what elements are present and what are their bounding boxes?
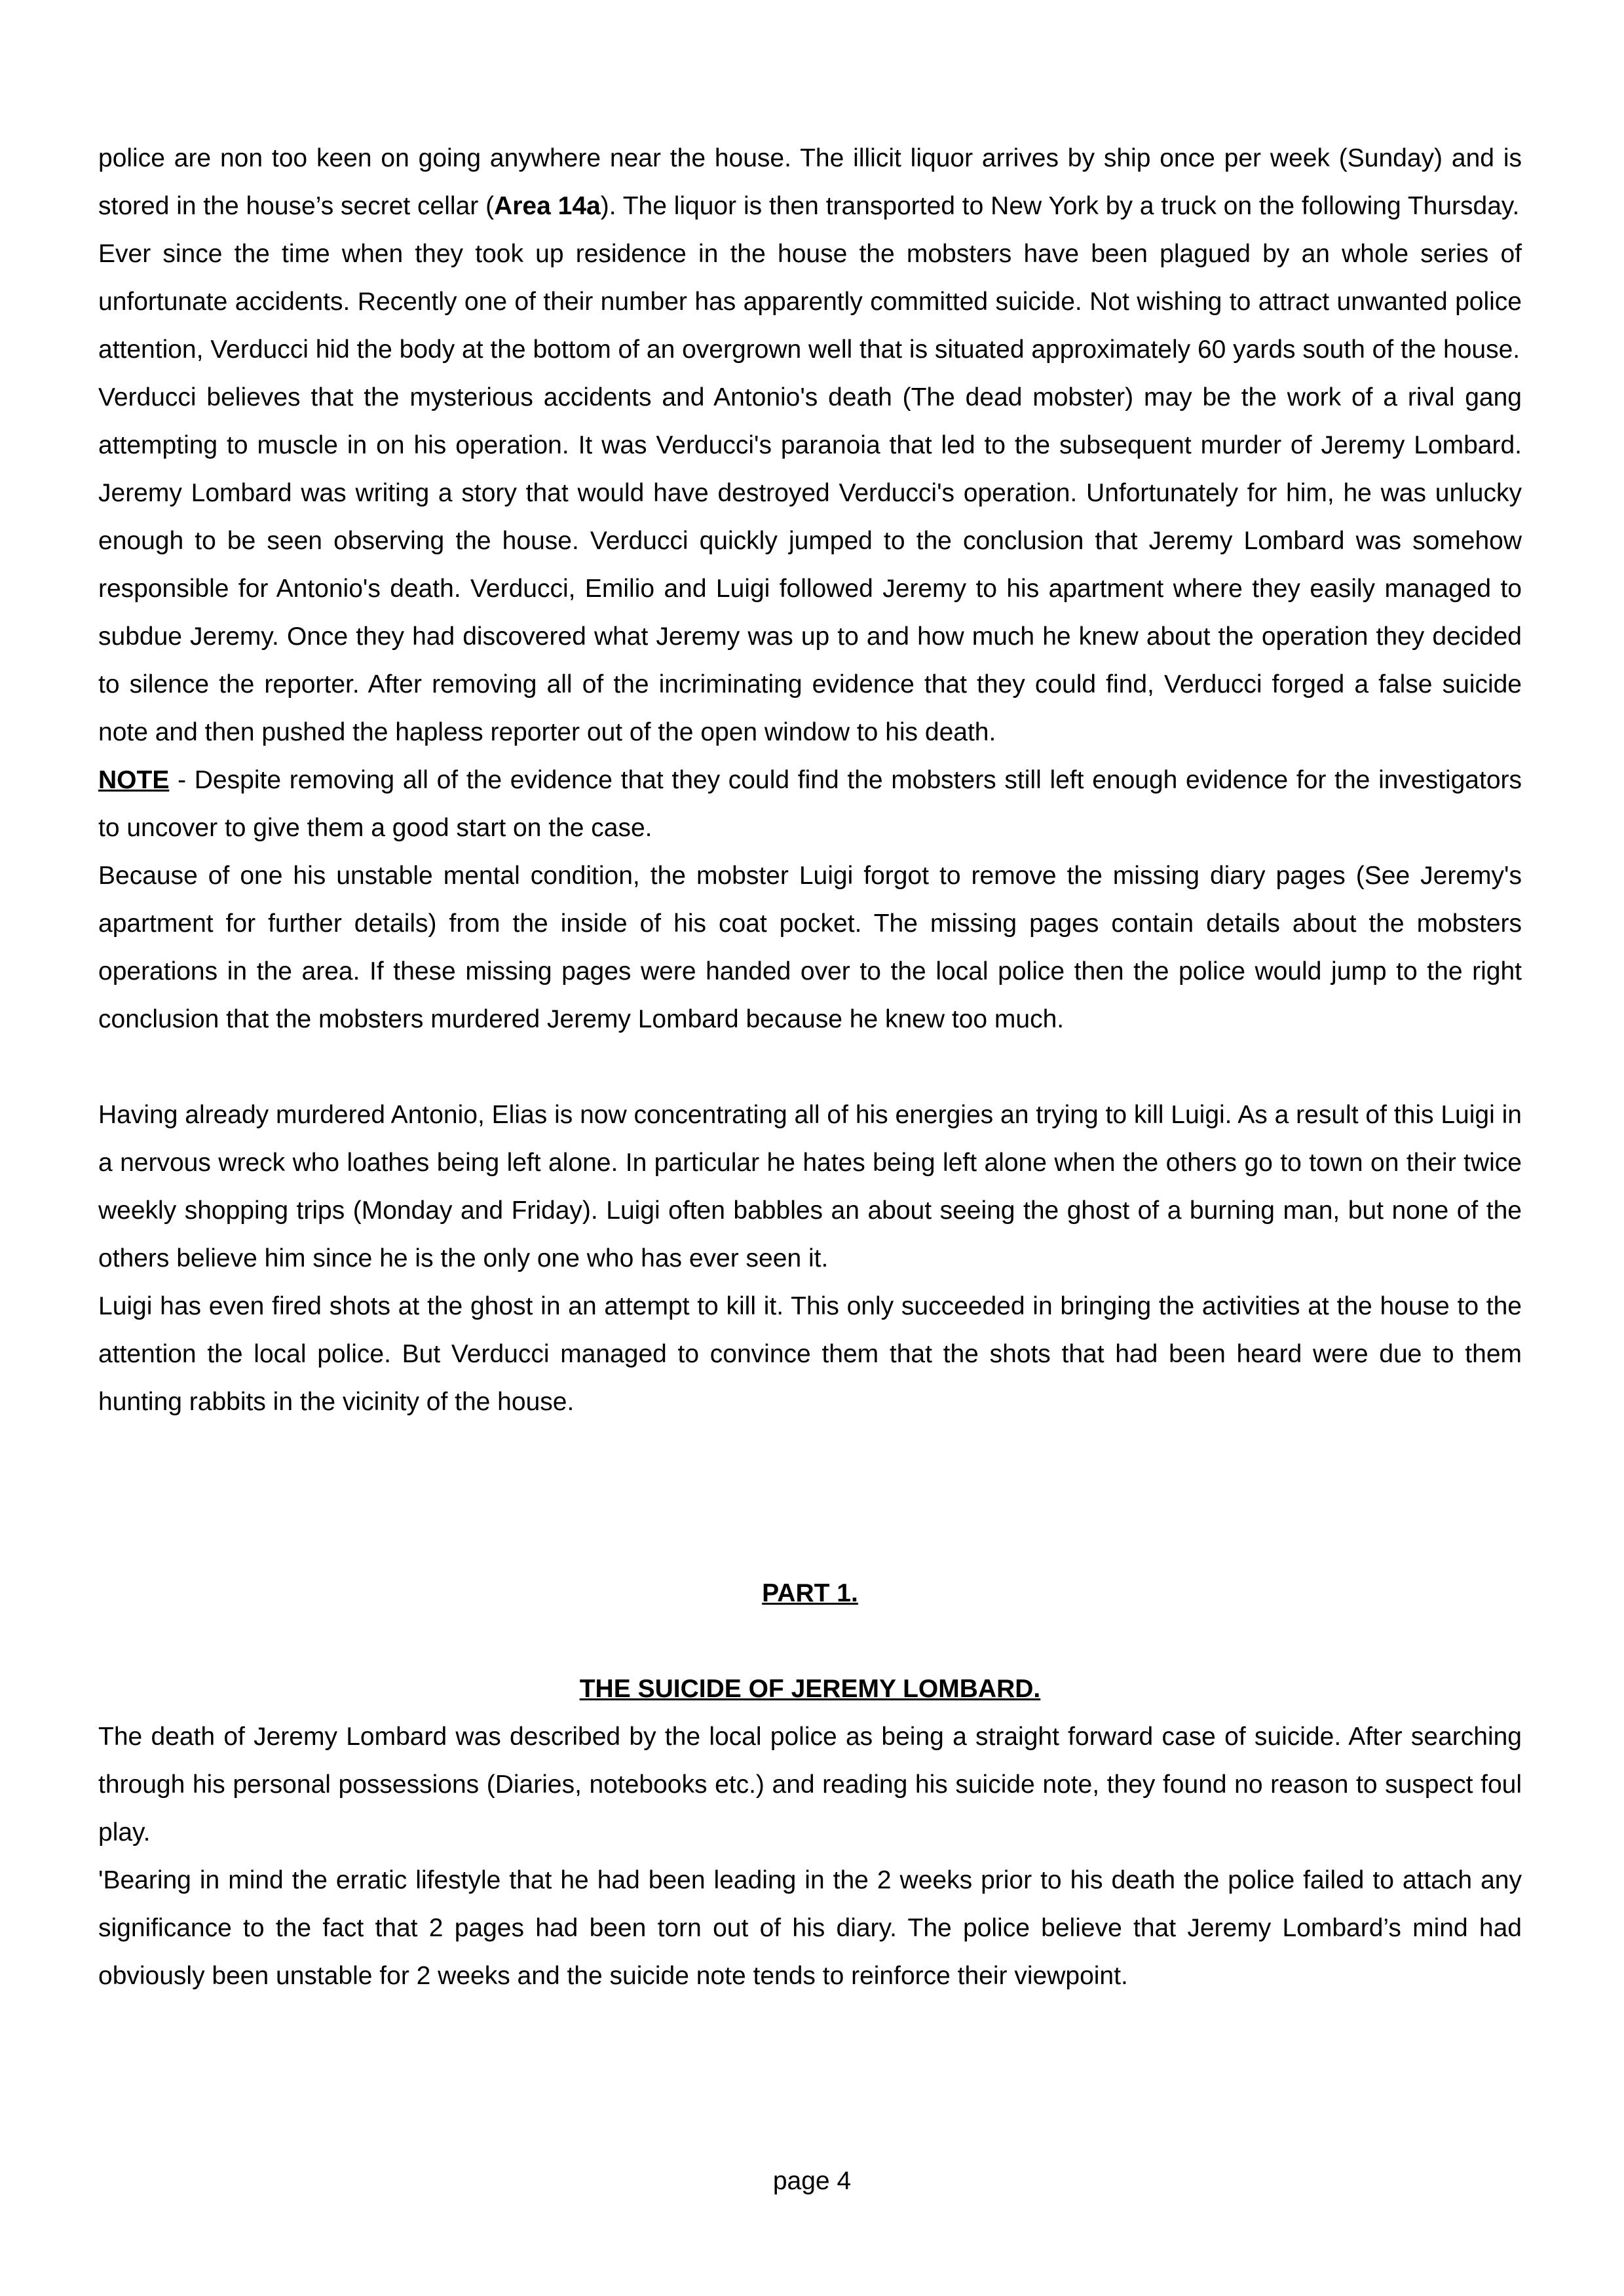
area-reference: Area 14a (494, 192, 601, 220)
paragraph-shots: Luigi has even fired shots at the ghost in an attempt to kill it. This only succeeded in bringing the activities at the house to the attention the local police. But Verducci managed to convince them that the shots that had been heard were due to them hunting rabbits in the vicinity of the house. (98, 1292, 1522, 1416)
paragraph-cellar-text-b: ). The liquor is then transported to New York by a truck on the following Thursday. (600, 192, 1520, 220)
section-title: THE SUICIDE OF JEREMY LOMBARD. (579, 1675, 1041, 1703)
spacer (98, 1043, 1522, 1091)
spacer (98, 1426, 1522, 1569)
paragraph-note (98, 756, 1522, 852)
paragraph-accidents: Ever since the time when they took up residence in the house the mobsters have been plagued by an whole series of unfortunate accidents. Recently one of their number has apparently committed suicide. Not wishing to attract unwanted police attention, Verducci hid the body at the bottom of an overgrown well that is situated approximately 60 yards south of the house. (98, 240, 1522, 364)
page-number: page 4 (772, 2167, 852, 2195)
paragraph-elias: Having already murdered Antonio, Elias is now concentrating all of his energies an trying to kill Luigi. As a result of this Luigi in a nervous wreck who loathes being left alone. In particular he hates being left alone when the others go to town on their twice weekly shopping trips (Monday and Friday). Luigi often babbles an about seeing the ghost of a burning man, but none of the others believe him since he is the only one who has ever seen it. (98, 1101, 1522, 1272)
note-label: NOTE (98, 766, 170, 794)
spacer (98, 1617, 1522, 1665)
paragraph-cellar-text-a: police are non too keen on going anywhere near the house. The illicit liquor arrives by ship once per week (Sunday) and is stored in the house’s secret cellar ( (98, 144, 1522, 220)
paragraph-cellar (98, 134, 1522, 230)
paragraph-verducci: Verducci believes that the mysterious accidents and Antonio's death (The dead mobster) may be the work of a rival gang attempting to muscle in on his operation. It was Verducci's paranoia that led to the subsequent murder of Jeremy Lombard. Jeremy Lombard was writing a story that would have destroyed Verducci's operation. Unfortunately for him, he was unlucky enough to be seen observing the house. Verducci quickly jumped to the conclusion that Jeremy Lombard was somehow responsible for Antonio's death. Verducci, Emilio and Luigi followed Jeremy to his apartment where they easily managed to subdue Jeremy. Once they had discovered what Jeremy was up to and how much he knew about the operation they decided to silence the reporter. After removing all of the incriminating evidence that they could find, Verducci forged a false suicide note and then pushed the hapless reporter out of the open window to his death. (98, 383, 1522, 746)
part-heading: PART 1. (762, 1579, 858, 1607)
paragraph-diary-pages: Because of one his unstable mental condition, the mobster Luigi forgot to remove the missing diary pages (See Jeremy's apartment for further details) from the inside of his coat pocket. The missing pages contain details about the mobsters operations in the area. If these missing pages were handed over to the local police then the police would jump to the right conclusion that the mobsters murdered Jeremy Lombard because he knew too much. (98, 862, 1522, 1033)
paragraph-torn-pages: 'Bearing in mind the erratic lifestyle that he had been leading in the 2 weeks prior to his death the police failed to attach any significance to the fact that 2 pages had been torn out of his diary. The police believe that Jeremy Lombard’s mind had obviously been unstable for 2 weeks and the suicide note tends to reinforce their viewpoint. (98, 1866, 1522, 1990)
page-body (98, 134, 1522, 2000)
note-text: - Despite removing all of the evidence that they could find the mobsters still left enough evidence for the investigators to uncover to give them a good start on the case. (98, 766, 1522, 842)
paragraph-police-suicide: The death of Jeremy Lombard was described by the local police as being a straight forward case of suicide. After searching through his personal possessions (Diaries, notebooks etc.) and reading his suicide note, they found no reason to suspect foul play. (98, 1723, 1522, 1846)
